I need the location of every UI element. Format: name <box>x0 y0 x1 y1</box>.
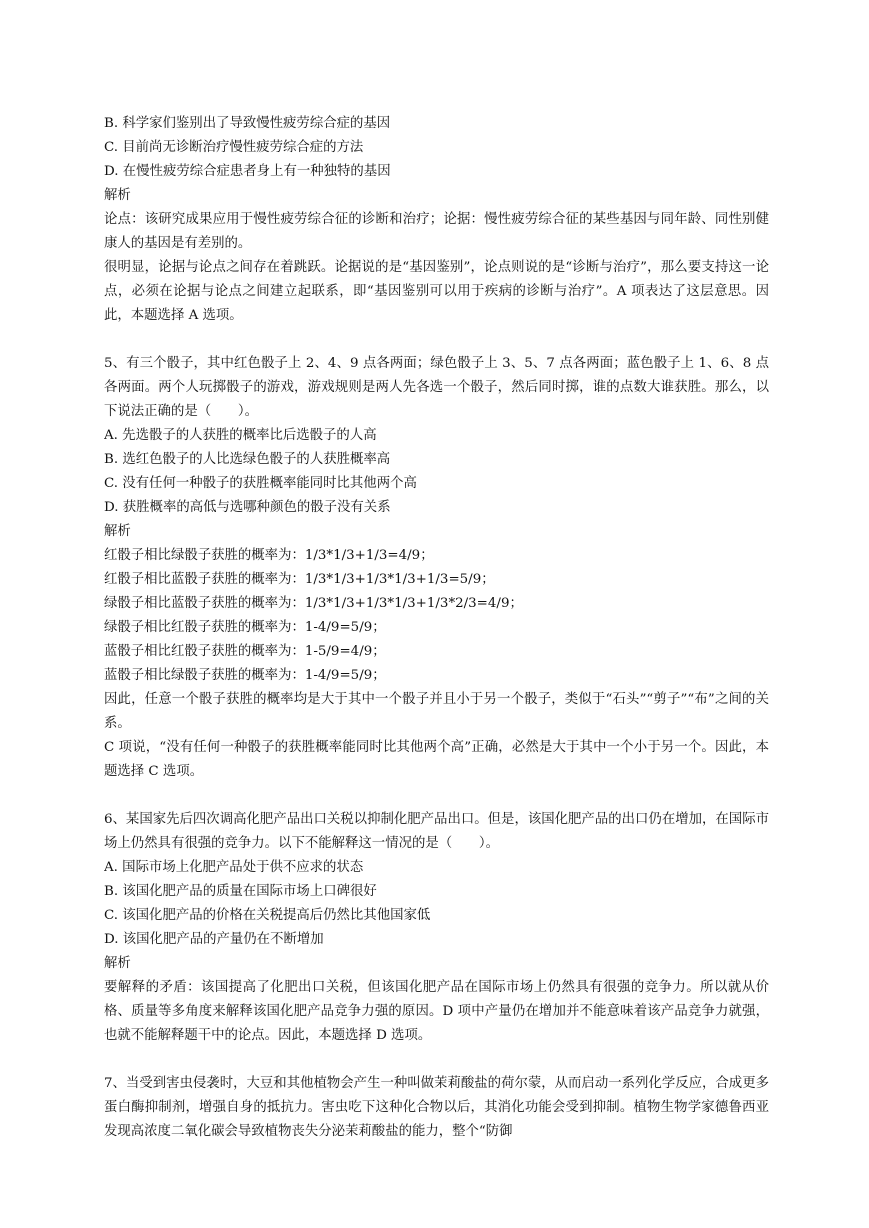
question-6-analysis-paragraph: 要解释的矛盾：该国提高了化肥出口关税，但该国化肥产品在国际市场上仍然具有很强的竞争力。所以就从价格、质量等多角度来解释该国化肥产品竞争力强的原因。D 项中产量仍在增加并不能意味着该产品竞争力就强，也就不能解释题干中的论点。因此，本题选择 D 选项。 <box>104 980 769 1043</box>
question-5-analysis-line: 红骰子相比蓝骰子获胜的概率为：1/3*1/3+1/3*1/3+1/3=5/9； <box>104 572 495 587</box>
question-6-option-c: C. 该国化肥产品的价格在关税提高后仍然比其他国家低 <box>104 908 431 923</box>
question-5-analysis-line: 绿骰子相比红骰子获胜的概率为：1-4/9=5/9； <box>104 620 386 635</box>
question-5-analysis-paragraph: C 项说，“没有任何一种骰子的获胜概率能同时比其他两个高”正确，必然是大于其中一个小于另一个。因此，本题选择 C 选项。 <box>104 740 769 779</box>
paragraph-gap <box>104 1048 769 1072</box>
option-c: C. 目前尚无诊断治疗慢性疲劳综合症的方法 <box>104 140 364 155</box>
question-5-option-a: A. 先选骰子的人获胜的概率比后选骰子的人高 <box>104 428 377 443</box>
paragraph-gap <box>104 784 769 808</box>
question-5-option-d: D. 获胜概率的高低与选哪种颜色的骰子没有关系 <box>104 500 391 515</box>
question-5-analysis-line: 蓝骰子相比绿骰子获胜的概率为：1-4/9=5/9； <box>104 668 386 683</box>
option-b: B. 科学家们鉴别出了导致慢性疲劳综合症的基因 <box>104 116 391 131</box>
question-5-analysis-label: 解析 <box>104 524 131 539</box>
question-6-analysis-label: 解析 <box>104 956 131 971</box>
question-6-option-d: D. 该国化肥产品的产量仍在不断增加 <box>104 932 324 947</box>
option-d: D. 在慢性疲劳综合症患者身上有一种独特的基因 <box>104 164 391 179</box>
question-5-analysis-line: 绿骰子相比蓝骰子获胜的概率为：1/3*1/3+1/3*1/3+1/3*2/3=4/9； <box>104 596 523 611</box>
question-6-option-a: A. 国际市场上化肥产品处于供不应求的状态 <box>104 860 364 875</box>
question-6-option-b: B. 该国化肥产品的质量在国际市场上口碑很好 <box>104 884 377 899</box>
question-5-analysis-paragraph: 因此，任意一个骰子获胜的概率均是大于其中一个骰子并且小于另一个骰子，类似于“石头”“剪子”“布”之间的关系。 <box>104 692 769 731</box>
question-5-stem: 5、有三个骰子，其中红色骰子上 2、4、9 点各两面；绿色骰子上 3、5、7 点各两面；蓝色骰子上 1、6、8 点各两面。两个人玩掷骰子的游戏，游戏规则是两人先各选一个骰子，然后同时掷，谁的点数大谁获胜。那么，以下说法正确的是（ ）。 <box>104 356 769 419</box>
question-5-analysis-line: 红骰子相比绿骰子获胜的概率为：1/3*1/3+1/3=4/9； <box>104 548 434 563</box>
question-7-stem: 7、当受到害虫侵袭时，大豆和其他植物会产生一种叫做茉莉酸盐的荷尔蒙，从而启动一系列化学反应，合成更多蛋白酶抑制剂，增强自身的抵抗力。害虫吃下这种化合物以后，其消化功能会受到抑制。植物生物学家德鲁西亚发现高浓度二氧化碳会导致植物丧失分泌茉莉酸盐的能力，整个“防御 <box>104 1076 769 1139</box>
question-5-option-c: C. 没有任何一种骰子的获胜概率能同时比其他两个高 <box>104 476 417 491</box>
paragraph-gap <box>104 328 769 352</box>
analysis-label: 解析 <box>104 188 131 203</box>
question-6-stem: 6、某国家先后四次调高化肥产品出口关税以抑制化肥产品出口。但是，该国化肥产品的出口仍在增加，在国际市场上仍然具有很强的竞争力。以下不能解释这一情况的是（ ）。 <box>104 812 769 851</box>
analysis-paragraph: 论点：该研究成果应用于慢性疲劳综合征的诊断和治疗；论据：慢性疲劳综合征的某些基因与同年龄、同性别健康人的基因是有差别的。 <box>104 212 769 251</box>
question-5-analysis-line: 蓝骰子相比红骰子获胜的概率为：1-5/9=4/9； <box>104 644 386 659</box>
document-page <box>104 112 769 1144</box>
question-5-option-b: B. 选红色骰子的人比选绿色骰子的人获胜概率高 <box>104 452 391 467</box>
analysis-paragraph: 很明显，论据与论点之间存在着跳跃。论据说的是“基因鉴别”，论点则说的是“诊断与治疗”，那么要支持这一论点，必须在论据与论点之间建立起联系，即“基因鉴别可以用于疾病的诊断与治疗”。A 项表达了这层意思。因此，本题选择 A 选项。 <box>104 260 769 323</box>
